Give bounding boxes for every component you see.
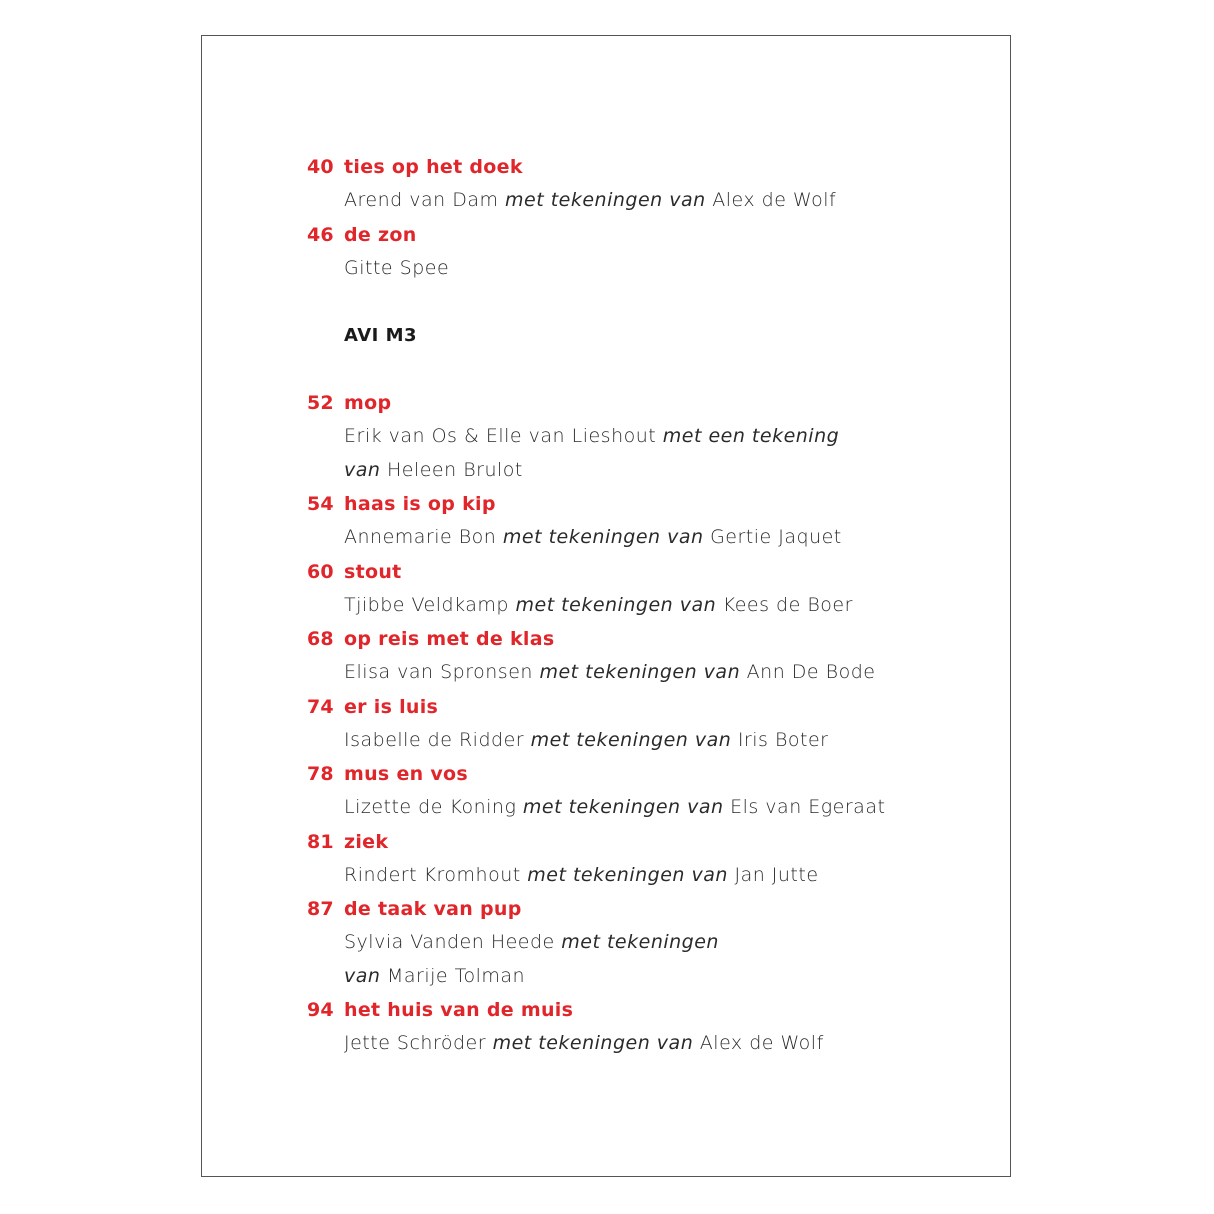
page-number: 94 (307, 999, 334, 1021)
credit-connector: van (344, 964, 381, 987)
credit-name: Annemarie Bon (344, 526, 503, 548)
credit-name: Els van Egeraat (723, 796, 886, 818)
page-frame (201, 35, 1011, 1177)
credit-name: Arend van Dam (344, 189, 506, 211)
credit-connector: met tekeningen van (492, 1032, 694, 1054)
credit-connector: van (344, 458, 381, 481)
author-credit (307, 960, 987, 994)
credit-name: Jan Jutte (727, 863, 819, 886)
story-title: op reis met de klas (344, 628, 555, 650)
credit-name: Alex de Wolf (693, 1032, 824, 1054)
credit-connector: met tekeningen van (530, 728, 732, 751)
credit-name: Iris Boter (731, 728, 829, 751)
credit-name: Erik van Os & Elle van Lieshout (344, 425, 663, 447)
toc-entry-title (307, 757, 987, 791)
author-credit (307, 454, 987, 488)
author-credit (307, 521, 987, 555)
toc-entry-title (307, 150, 987, 184)
page-number: 40 (307, 156, 334, 178)
credit-name: Marije Tolman (380, 964, 526, 987)
credit-connector: met tekeningen van (539, 661, 741, 683)
page-number: 68 (307, 628, 334, 650)
author-credit (307, 724, 987, 758)
credit-connector: met tekeningen (561, 931, 719, 953)
toc-entry-title (307, 825, 987, 859)
author-credit (307, 1027, 987, 1061)
credit-name: Ann De Bode (740, 661, 876, 683)
page-number: 46 (307, 223, 334, 246)
credit-name: Gertie Jaquet (703, 526, 842, 548)
story-title: er is luis (344, 695, 439, 718)
author-credit (307, 791, 987, 825)
author-credit (307, 420, 987, 454)
story-title: ties op het doek (344, 156, 523, 178)
credit-connector: met een tekening (662, 425, 840, 447)
credit-name: Kees de Boer (716, 593, 853, 616)
toc-entry-title (307, 555, 987, 589)
story-title: mus en vos (344, 763, 469, 785)
credit-connector: met tekeningen van (505, 189, 706, 211)
author-credit (307, 589, 987, 623)
credit-name: Elisa van Spronsen (344, 661, 540, 683)
page-number: 81 (307, 830, 334, 853)
credit-name: Rindert Kromhout (344, 863, 528, 886)
credit-name: Tjibbe Veldkamp (344, 593, 516, 616)
page-number: 52 (307, 392, 334, 414)
credit-name: Jette Schröder (344, 1032, 493, 1054)
toc-section-a (307, 150, 987, 285)
page-number: 54 (307, 493, 334, 515)
toc-entry-title (307, 622, 987, 656)
author-credit (307, 926, 987, 960)
credit-name: Heleen Brulot (380, 458, 523, 481)
credit-name: Gitte Spee (344, 256, 450, 279)
page-number: 87 (307, 898, 334, 920)
section-heading-avi-m3: AVI M3 (344, 325, 418, 346)
toc-entry-title (307, 386, 987, 420)
author-credit (307, 184, 987, 218)
page-number: 78 (307, 763, 334, 785)
credit-connector: met tekeningen van (522, 796, 724, 818)
credit-name: Sylvia Vanden Heede (344, 931, 562, 953)
story-title: haas is op kip (344, 493, 496, 515)
toc-entry-title (307, 218, 987, 252)
page-number: 60 (307, 560, 334, 583)
author-credit (307, 859, 987, 893)
credit-name: Alex de Wolf (705, 189, 837, 211)
toc-section-b (307, 386, 987, 1061)
credit-connector: met tekeningen van (502, 526, 704, 548)
toc-entry-title (307, 993, 987, 1027)
table-of-contents (307, 150, 987, 1061)
author-credit (307, 252, 987, 286)
credit-connector: met tekeningen van (527, 863, 728, 886)
toc-entry-title (307, 487, 987, 521)
story-title: de zon (344, 223, 417, 246)
author-credit (307, 656, 987, 690)
story-title: het huis van de muis (344, 999, 574, 1021)
story-title: stout (344, 560, 402, 583)
toc-entry-title (307, 690, 987, 724)
story-title: mop (344, 392, 392, 414)
page-number: 74 (307, 695, 334, 718)
credit-name: Lizette de Koning (344, 796, 523, 818)
story-title: ziek (344, 830, 389, 853)
story-title: de taak van pup (344, 898, 522, 920)
credit-name: Isabelle de Ridder (344, 728, 531, 751)
toc-entry-title (307, 892, 987, 926)
credit-connector: met tekeningen van (515, 593, 717, 616)
